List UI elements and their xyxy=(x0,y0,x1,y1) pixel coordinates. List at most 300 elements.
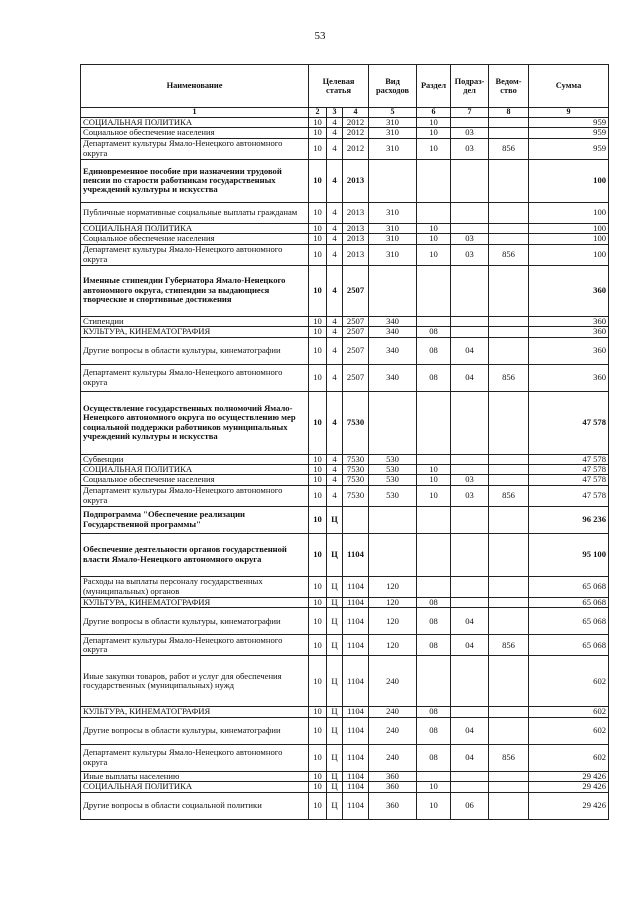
cell-subsection xyxy=(451,391,489,454)
cell-name: Другие вопросы в области социальной политики xyxy=(81,792,309,819)
cell-subsection: 03 xyxy=(451,244,489,265)
cell-target-code: 7530 xyxy=(343,464,369,474)
cell-target-program: 10 xyxy=(309,635,327,656)
cell-expense-type: 120 xyxy=(369,635,417,656)
cell-expense-type: 310 xyxy=(369,244,417,265)
cell-target-program: 10 xyxy=(309,327,327,337)
cell-section xyxy=(417,771,451,781)
cell-target-program: 10 xyxy=(309,454,327,464)
cell-target-subprogram: 4 xyxy=(327,202,343,223)
cell-section: 10 xyxy=(417,792,451,819)
cell-expense-type: 340 xyxy=(369,364,417,391)
cell-expense-type: 530 xyxy=(369,475,417,485)
table-row xyxy=(81,234,609,244)
table-row xyxy=(81,707,609,717)
cell-target-program: 10 xyxy=(309,391,327,454)
cell-sum: 96 236 xyxy=(529,506,609,533)
cell-target-subprogram: 4 xyxy=(327,265,343,316)
cell-target-program: 10 xyxy=(309,576,327,597)
table-row xyxy=(81,391,609,454)
cell-target-code: 7530 xyxy=(343,454,369,464)
cell-target-subprogram: Ц xyxy=(327,506,343,533)
cell-name: Расходы на выплаты персоналу государственных (муниципальных) органов xyxy=(81,576,309,597)
cell-target-program: 10 xyxy=(309,717,327,744)
table-row xyxy=(81,316,609,326)
cell-sum: 47 578 xyxy=(529,454,609,464)
cell-sum: 602 xyxy=(529,717,609,744)
cell-name: Иные выплаты населению xyxy=(81,771,309,781)
cell-target-program: 10 xyxy=(309,202,327,223)
header-name: Наименование xyxy=(81,65,309,108)
cell-sum: 360 xyxy=(529,337,609,364)
cell-target-subprogram: Ц xyxy=(327,771,343,781)
table-row xyxy=(81,202,609,223)
cell-target-code: 1104 xyxy=(343,576,369,597)
cell-target-program: 10 xyxy=(309,656,327,707)
cell-sum: 95 100 xyxy=(529,533,609,576)
cell-expense-type: 240 xyxy=(369,656,417,707)
cell-department xyxy=(489,608,529,635)
cell-department xyxy=(489,327,529,337)
cell-department xyxy=(489,202,529,223)
cell-section: 10 xyxy=(417,223,451,233)
table-row xyxy=(81,223,609,233)
cell-expense-type: 240 xyxy=(369,707,417,717)
cell-target-code: 1104 xyxy=(343,707,369,717)
header-section: Раздел xyxy=(417,65,451,108)
cell-sum: 47 578 xyxy=(529,391,609,454)
cell-target-subprogram: 4 xyxy=(327,464,343,474)
table-row xyxy=(81,635,609,656)
cell-target-subprogram: 4 xyxy=(327,223,343,233)
cell-target-code: 7530 xyxy=(343,391,369,454)
cell-target-subprogram: Ц xyxy=(327,744,343,771)
cell-name: КУЛЬТУРА, КИНЕМАТОГРАФИЯ xyxy=(81,327,309,337)
cell-section xyxy=(417,454,451,464)
cell-target-subprogram: Ц xyxy=(327,533,343,576)
cell-subsection xyxy=(451,464,489,474)
cell-subsection xyxy=(451,576,489,597)
cell-name: Другие вопросы в области культуры, кинематографии xyxy=(81,608,309,635)
column-number: 5 xyxy=(369,108,417,118)
cell-sum: 959 xyxy=(529,138,609,159)
cell-expense-type xyxy=(369,506,417,533)
cell-target-program: 10 xyxy=(309,244,327,265)
cell-target-code xyxy=(343,506,369,533)
header-department: Ведом- ство xyxy=(489,65,529,108)
cell-target-program: 10 xyxy=(309,597,327,607)
cell-expense-type: 530 xyxy=(369,464,417,474)
cell-target-subprogram: Ц xyxy=(327,656,343,707)
cell-target-code: 2013 xyxy=(343,223,369,233)
cell-target-program: 10 xyxy=(309,792,327,819)
table-row xyxy=(81,782,609,792)
cell-department: 856 xyxy=(489,244,529,265)
cell-name: Осуществление государственных полномочий Ямало-Ненецкого автономного округа по осуществлению мер социальной поддержки работников муниципальных учреждений культуры и искусства xyxy=(81,391,309,454)
cell-section xyxy=(417,316,451,326)
cell-subsection: 04 xyxy=(451,364,489,391)
table-row xyxy=(81,608,609,635)
header-target: Целевая статья xyxy=(309,65,369,108)
cell-section: 10 xyxy=(417,244,451,265)
cell-target-subprogram: 4 xyxy=(327,327,343,337)
cell-target-code: 2507 xyxy=(343,337,369,364)
cell-expense-type: 310 xyxy=(369,234,417,244)
column-number: 6 xyxy=(417,108,451,118)
cell-subsection: 04 xyxy=(451,717,489,744)
cell-sum: 360 xyxy=(529,265,609,316)
cell-subsection xyxy=(451,265,489,316)
cell-sum: 959 xyxy=(529,128,609,138)
cell-name: Подпрограмма "Обеспечение реализации Государственной программы" xyxy=(81,506,309,533)
table-row xyxy=(81,138,609,159)
cell-subsection: 03 xyxy=(451,138,489,159)
cell-sum: 602 xyxy=(529,656,609,707)
cell-target-subprogram: Ц xyxy=(327,792,343,819)
cell-subsection: 06 xyxy=(451,792,489,819)
cell-name: Субвенции xyxy=(81,454,309,464)
cell-expense-type: 240 xyxy=(369,717,417,744)
cell-section xyxy=(417,533,451,576)
cell-target-subprogram: Ц xyxy=(327,717,343,744)
cell-expense-type: 310 xyxy=(369,128,417,138)
cell-sum: 360 xyxy=(529,327,609,337)
cell-target-subprogram: 4 xyxy=(327,128,343,138)
cell-sum: 47 578 xyxy=(529,485,609,506)
cell-department xyxy=(489,223,529,233)
cell-subsection: 04 xyxy=(451,337,489,364)
cell-department xyxy=(489,771,529,781)
cell-name: Департамент культуры Ямало-Ненецкого автономного округа xyxy=(81,364,309,391)
column-number: 1 xyxy=(81,108,309,118)
header-sum: Сумма xyxy=(529,65,609,108)
table-body xyxy=(81,117,609,819)
cell-target-program: 10 xyxy=(309,782,327,792)
column-number: 4 xyxy=(343,108,369,118)
cell-sum: 29 426 xyxy=(529,792,609,819)
header-subsection: Подраз- дел xyxy=(451,65,489,108)
cell-target-code: 2507 xyxy=(343,327,369,337)
cell-subsection: 04 xyxy=(451,635,489,656)
cell-target-subprogram: 4 xyxy=(327,475,343,485)
table-row xyxy=(81,792,609,819)
cell-sum: 602 xyxy=(529,707,609,717)
cell-target-program: 10 xyxy=(309,117,327,127)
cell-target-subprogram: Ц xyxy=(327,576,343,597)
table-row xyxy=(81,771,609,781)
cell-section: 10 xyxy=(417,117,451,127)
cell-subsection xyxy=(451,782,489,792)
cell-expense-type xyxy=(369,391,417,454)
cell-name: Департамент культуры Ямало-Ненецкого автономного округа xyxy=(81,138,309,159)
cell-department xyxy=(489,391,529,454)
cell-section: 08 xyxy=(417,337,451,364)
cell-section: 10 xyxy=(417,128,451,138)
cell-sum: 959 xyxy=(529,117,609,127)
cell-expense-type: 310 xyxy=(369,138,417,159)
cell-expense-type: 310 xyxy=(369,202,417,223)
cell-section: 08 xyxy=(417,608,451,635)
cell-subsection xyxy=(451,316,489,326)
page-number: 53 xyxy=(314,30,326,42)
cell-section: 08 xyxy=(417,635,451,656)
cell-subsection xyxy=(451,771,489,781)
column-number: 7 xyxy=(451,108,489,118)
cell-subsection xyxy=(451,202,489,223)
cell-expense-type: 240 xyxy=(369,744,417,771)
cell-expense-type xyxy=(369,533,417,576)
cell-target-code: 1104 xyxy=(343,771,369,781)
cell-subsection xyxy=(451,454,489,464)
cell-department: 856 xyxy=(489,635,529,656)
cell-section: 10 xyxy=(417,485,451,506)
cell-target-program: 10 xyxy=(309,707,327,717)
table-row xyxy=(81,244,609,265)
cell-section: 08 xyxy=(417,364,451,391)
cell-sum: 100 xyxy=(529,234,609,244)
cell-section: 08 xyxy=(417,597,451,607)
cell-target-code: 2507 xyxy=(343,265,369,316)
cell-sum: 602 xyxy=(529,744,609,771)
cell-department xyxy=(489,159,529,202)
cell-subsection xyxy=(451,707,489,717)
cell-department: 856 xyxy=(489,138,529,159)
table-row xyxy=(81,656,609,707)
cell-section: 10 xyxy=(417,782,451,792)
cell-target-program: 10 xyxy=(309,128,327,138)
cell-department xyxy=(489,265,529,316)
cell-name: Именные стипендии Губернатора Ямало-Ненецкого автономного округа, стипендии за выдающиеся творческие и спортивные достижения xyxy=(81,265,309,316)
table-row xyxy=(81,717,609,744)
cell-name: СОЦИАЛЬНАЯ ПОЛИТИКА xyxy=(81,464,309,474)
cell-target-code: 2013 xyxy=(343,202,369,223)
cell-target-subprogram: 4 xyxy=(327,391,343,454)
cell-subsection xyxy=(451,327,489,337)
cell-target-subprogram: 4 xyxy=(327,159,343,202)
cell-target-program: 10 xyxy=(309,771,327,781)
cell-target-program: 10 xyxy=(309,316,327,326)
cell-target-code: 2012 xyxy=(343,117,369,127)
cell-subsection: 04 xyxy=(451,608,489,635)
cell-section xyxy=(417,265,451,316)
table-row xyxy=(81,576,609,597)
cell-department xyxy=(489,576,529,597)
cell-department xyxy=(489,533,529,576)
cell-name: СОЦИАЛЬНАЯ ПОЛИТИКА xyxy=(81,117,309,127)
cell-name: Единовременное пособие при назначении трудовой пенсии по старости работникам государственных учреждений культуры и искусства xyxy=(81,159,309,202)
cell-department xyxy=(489,337,529,364)
cell-target-subprogram: 4 xyxy=(327,454,343,464)
cell-name: Социальное обеспечение населения xyxy=(81,128,309,138)
cell-expense-type: 530 xyxy=(369,485,417,506)
budget-table xyxy=(80,64,609,820)
column-number: 9 xyxy=(529,108,609,118)
cell-target-program: 10 xyxy=(309,506,327,533)
cell-target-program: 10 xyxy=(309,223,327,233)
cell-target-code: 1104 xyxy=(343,635,369,656)
cell-department: 856 xyxy=(489,485,529,506)
cell-department xyxy=(489,717,529,744)
cell-section: 08 xyxy=(417,717,451,744)
cell-name: Стипендии xyxy=(81,316,309,326)
cell-department xyxy=(489,464,529,474)
cell-target-program: 10 xyxy=(309,159,327,202)
cell-target-subprogram: Ц xyxy=(327,597,343,607)
cell-target-subprogram: 4 xyxy=(327,234,343,244)
table-row xyxy=(81,327,609,337)
cell-section: 08 xyxy=(417,327,451,337)
cell-name: Другие вопросы в области культуры, кинематографии xyxy=(81,337,309,364)
cell-name: КУЛЬТУРА, КИНЕМАТОГРАФИЯ xyxy=(81,707,309,717)
cell-target-program: 10 xyxy=(309,485,327,506)
cell-department xyxy=(489,316,529,326)
header-type: Вид расходов xyxy=(369,65,417,108)
cell-subsection xyxy=(451,223,489,233)
cell-department xyxy=(489,128,529,138)
table-row xyxy=(81,364,609,391)
cell-department: 856 xyxy=(489,364,529,391)
cell-target-subprogram: Ц xyxy=(327,707,343,717)
cell-sum: 29 426 xyxy=(529,771,609,781)
cell-target-subprogram: 4 xyxy=(327,485,343,506)
cell-section: 08 xyxy=(417,707,451,717)
cell-name: Социальное обеспечение населения xyxy=(81,475,309,485)
cell-department xyxy=(489,234,529,244)
cell-department xyxy=(489,597,529,607)
cell-target-code: 7530 xyxy=(343,485,369,506)
cell-section xyxy=(417,159,451,202)
table-row xyxy=(81,337,609,364)
column-number: 2 xyxy=(309,108,327,118)
cell-section: 10 xyxy=(417,138,451,159)
column-number-row xyxy=(81,108,609,118)
cell-target-program: 10 xyxy=(309,234,327,244)
cell-target-code: 2507 xyxy=(343,364,369,391)
cell-name: Обеспечение деятельности органов государственной власти Ямало-Ненецкого автономного округа xyxy=(81,533,309,576)
cell-department xyxy=(489,454,529,464)
cell-sum: 100 xyxy=(529,202,609,223)
cell-target-subprogram: 4 xyxy=(327,364,343,391)
cell-section xyxy=(417,576,451,597)
cell-subsection xyxy=(451,117,489,127)
cell-name: СОЦИАЛЬНАЯ ПОЛИТИКА xyxy=(81,223,309,233)
cell-expense-type: 340 xyxy=(369,337,417,364)
table-row xyxy=(81,117,609,127)
cell-name: Публичные нормативные социальные выплаты гражданам xyxy=(81,202,309,223)
cell-target-subprogram: 4 xyxy=(327,138,343,159)
cell-target-code: 2012 xyxy=(343,128,369,138)
cell-target-subprogram: Ц xyxy=(327,608,343,635)
table-row xyxy=(81,506,609,533)
cell-target-subprogram: Ц xyxy=(327,782,343,792)
cell-target-program: 10 xyxy=(309,608,327,635)
cell-expense-type: 360 xyxy=(369,782,417,792)
cell-target-code: 1104 xyxy=(343,608,369,635)
cell-target-program: 10 xyxy=(309,533,327,576)
cell-expense-type: 340 xyxy=(369,327,417,337)
cell-sum: 360 xyxy=(529,364,609,391)
table-row xyxy=(81,454,609,464)
cell-expense-type: 530 xyxy=(369,454,417,464)
cell-target-program: 10 xyxy=(309,744,327,771)
table-row xyxy=(81,597,609,607)
cell-name: Департамент культуры Ямало-Ненецкого автономного округа xyxy=(81,485,309,506)
cell-expense-type: 120 xyxy=(369,576,417,597)
cell-target-program: 10 xyxy=(309,475,327,485)
cell-subsection: 03 xyxy=(451,485,489,506)
cell-section xyxy=(417,656,451,707)
cell-target-program: 10 xyxy=(309,364,327,391)
cell-department xyxy=(489,792,529,819)
cell-target-code: 2013 xyxy=(343,159,369,202)
cell-expense-type: 120 xyxy=(369,597,417,607)
cell-target-code: 2013 xyxy=(343,234,369,244)
cell-target-code: 1104 xyxy=(343,597,369,607)
cell-section xyxy=(417,506,451,533)
cell-target-subprogram: 4 xyxy=(327,316,343,326)
table-row xyxy=(81,744,609,771)
cell-name: Департамент культуры Ямало-Ненецкого автономного округа xyxy=(81,244,309,265)
table-row xyxy=(81,159,609,202)
cell-sum: 100 xyxy=(529,244,609,265)
cell-sum: 100 xyxy=(529,223,609,233)
cell-target-subprogram: Ц xyxy=(327,635,343,656)
cell-section xyxy=(417,202,451,223)
table-row xyxy=(81,533,609,576)
cell-subsection: 03 xyxy=(451,475,489,485)
cell-target-program: 10 xyxy=(309,265,327,316)
cell-target-program: 10 xyxy=(309,138,327,159)
cell-section: 08 xyxy=(417,744,451,771)
cell-target-code: 2013 xyxy=(343,244,369,265)
cell-sum: 29 426 xyxy=(529,782,609,792)
cell-target-subprogram: 4 xyxy=(327,244,343,265)
cell-target-code: 2507 xyxy=(343,316,369,326)
cell-subsection xyxy=(451,533,489,576)
cell-section: 10 xyxy=(417,464,451,474)
cell-target-code: 1104 xyxy=(343,533,369,576)
cell-name: КУЛЬТУРА, КИНЕМАТОГРАФИЯ xyxy=(81,597,309,607)
cell-name: Другие вопросы в области культуры, кинематографии xyxy=(81,717,309,744)
column-number: 8 xyxy=(489,108,529,118)
cell-department xyxy=(489,475,529,485)
table-row xyxy=(81,128,609,138)
cell-sum: 65 068 xyxy=(529,608,609,635)
cell-expense-type: 120 xyxy=(369,608,417,635)
cell-target-program: 10 xyxy=(309,464,327,474)
cell-section: 10 xyxy=(417,234,451,244)
cell-expense-type xyxy=(369,159,417,202)
cell-expense-type: 310 xyxy=(369,223,417,233)
cell-subsection xyxy=(451,656,489,707)
cell-expense-type xyxy=(369,265,417,316)
cell-target-code: 1104 xyxy=(343,656,369,707)
cell-name: Социальное обеспечение населения xyxy=(81,234,309,244)
cell-subsection xyxy=(451,506,489,533)
cell-department xyxy=(489,656,529,707)
table-row xyxy=(81,475,609,485)
cell-expense-type: 360 xyxy=(369,792,417,819)
cell-sum: 47 578 xyxy=(529,464,609,474)
cell-name: СОЦИАЛЬНАЯ ПОЛИТИКА xyxy=(81,782,309,792)
column-number: 3 xyxy=(327,108,343,118)
cell-target-code: 7530 xyxy=(343,475,369,485)
cell-sum: 47 578 xyxy=(529,475,609,485)
cell-subsection: 04 xyxy=(451,744,489,771)
cell-section xyxy=(417,391,451,454)
table-row xyxy=(81,265,609,316)
cell-department xyxy=(489,117,529,127)
